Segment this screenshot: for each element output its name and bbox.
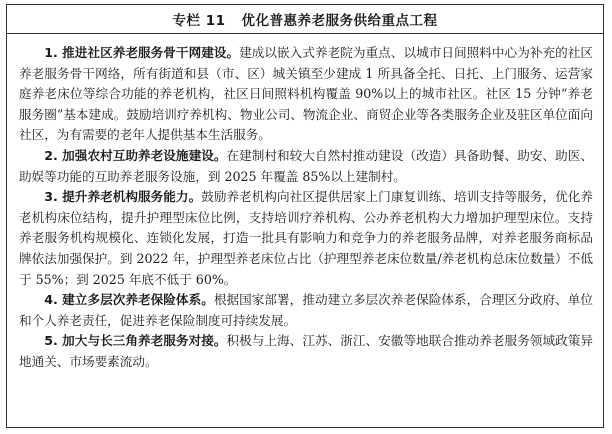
box-content: [7, 34, 603, 373]
item-heading: 3. 提升养老机构服务能力。: [44, 189, 202, 205]
item-heading: 4. 建立多层次养老保险体系。: [44, 292, 214, 308]
item-heading: 1. 推进社区养老服务骨干网建设。: [44, 45, 240, 60]
feature-box: [6, 4, 604, 428]
list-item: [19, 187, 593, 290]
box-title: 优化普惠养老服务供给重点工程: [241, 13, 438, 29]
item-heading: 5. 加大与长三角养老服务对接。: [44, 333, 227, 349]
item-text: 根据国家部署，推动建立多层次养老保险体系，合理区分政府、单位和个人养老责任，促进养老保险制度可持续发展。: [19, 292, 593, 328]
box-label: 专栏 11: [172, 13, 226, 29]
list-item: [19, 290, 593, 331]
item-text: 建成以嵌入式养老院为重点、以城市日间照料中心为补充的社区养老服务骨干网络，所有街道和县（市、区）城关镇至少建成 1 所具备全托、日托、上门服务、运营家庭养老床位等综合功能的养老机构，社区日间照料机构覆盖 90%以上的城市社区。社区 15 分钟“养老服务圈”基本建成。鼓励培训疗养机构、物业公司、物流企业、商贸企业等各类服务企业及驻区单位面向社区，为有需要的老年人提供基本生活服务。: [19, 45, 593, 143]
item-heading: 2. 加强农村互助养老设施建设。: [44, 147, 227, 163]
list-item: [19, 43, 593, 146]
item-text: 在建制村和较大自然村推动建设（改造）具备助餐、助安、助医、助娱等功能的互助养老服务设施，到 2025 年覆盖 85%以上建制村。: [19, 147, 593, 184]
list-item: [19, 146, 593, 187]
box-title-bar: [7, 5, 603, 34]
item-text: 鼓励养老机构向社区提供居家上门康复训练、培训支持等服务，优化养老机构床位结构，提升护理型床位比例，支持培训疗养机构、公办养老机构大力增加护理型床位。支持养老服务机构规模化、连锁化发展，打造一批具有影响力和竞争力的养老服务品牌，对养老服务商标品牌依法加强保护。到 2022 年，护理型养老床位占比（护理型养老床位数量/养老机构总床位数量）不低于 55%；到 2025 年底不低于 60%。: [19, 189, 594, 287]
list-item: [19, 331, 593, 372]
item-text: 积极与上海、江苏、浙江、安徽等地联合推动养老服务领域政策异地通关、市场要素流动。: [19, 333, 593, 369]
